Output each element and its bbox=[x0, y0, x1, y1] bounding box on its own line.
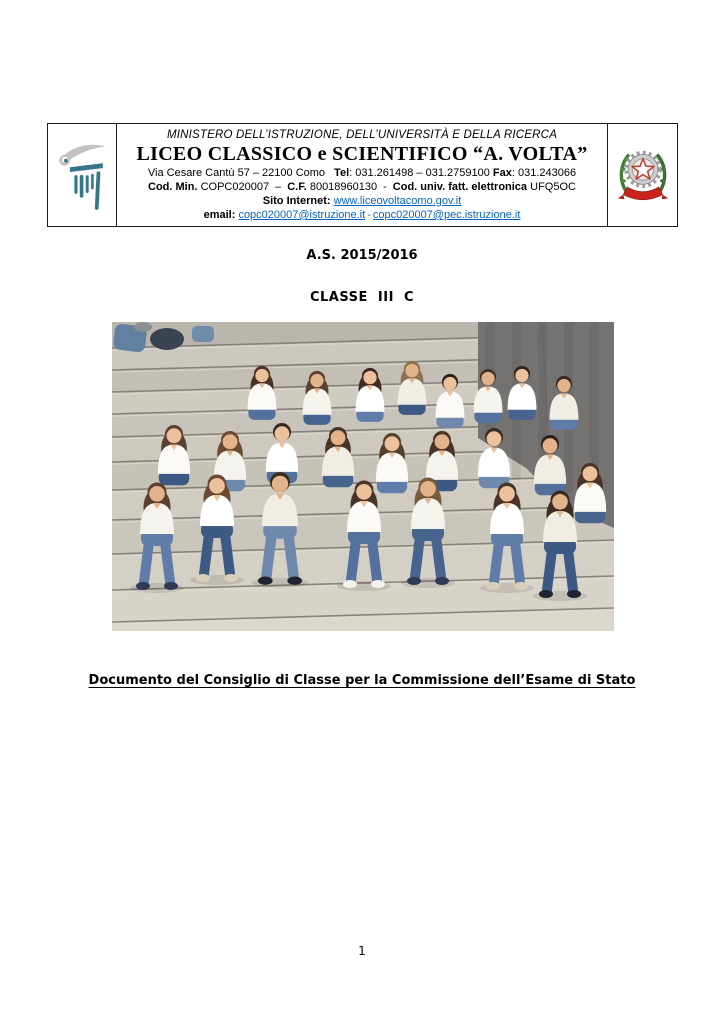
letterhead-table bbox=[47, 123, 678, 227]
site-label: Sito Internet: bbox=[262, 195, 331, 207]
letterhead-emblem-cell bbox=[607, 124, 677, 226]
fax-label: Fax bbox=[492, 167, 512, 179]
school-year: A.S. 2015/2016 bbox=[306, 248, 418, 263]
address-line: Via Cesare Cantù 57 – 22100 Como Tel: 031.261498 – 031.2759100 Fax: 031.243066 bbox=[147, 167, 577, 179]
cod-univ-label: Cod. univ. fatt. elettronica bbox=[392, 181, 528, 193]
letterhead-text bbox=[117, 124, 607, 226]
page-number: 1 bbox=[358, 944, 366, 958]
main-document-title: Documento del Consiglio di Classe per la Commissione dell’Esame di Stato bbox=[88, 673, 636, 688]
logo-capital-bar bbox=[70, 163, 103, 172]
school-logo-icon bbox=[56, 138, 108, 212]
class-photo bbox=[112, 322, 614, 631]
email-link-primary[interactable]: copc020007@istruzione.it bbox=[238, 209, 366, 221]
cod-min-label: Cod. Min. bbox=[148, 181, 198, 193]
site-line bbox=[117, 194, 607, 208]
ministry-line: MINISTERO DELL’ISTRUZIONE, DELL’UNIVERSITÀ E DELLA RICERCA bbox=[166, 129, 558, 141]
letterhead-logo-cell bbox=[48, 124, 117, 226]
email-line: email: copc020007@istruzione.it - copc020007@pec.istruzione.it bbox=[203, 209, 521, 221]
codes-line: Cod. Min. COPC020007 – C.F. 80018960130 - Cod. univ. fatt. elettronica UFQ5OC bbox=[148, 181, 576, 193]
class-title: CLASSE III C bbox=[309, 290, 415, 305]
tel-label: Tel bbox=[334, 167, 350, 179]
site-link[interactable]: www.liceovoltacomo.gov.it bbox=[333, 195, 462, 207]
email-link-pec[interactable]: copc020007@pec.istruzione.it bbox=[372, 209, 521, 221]
school-name: LICEO CLASSICO e SCIENTIFICO “A. VOLTA” bbox=[136, 143, 588, 165]
email-label: email: bbox=[203, 209, 236, 221]
cf-label: C.F. bbox=[287, 181, 307, 193]
italian-republic-emblem-icon bbox=[615, 138, 671, 212]
